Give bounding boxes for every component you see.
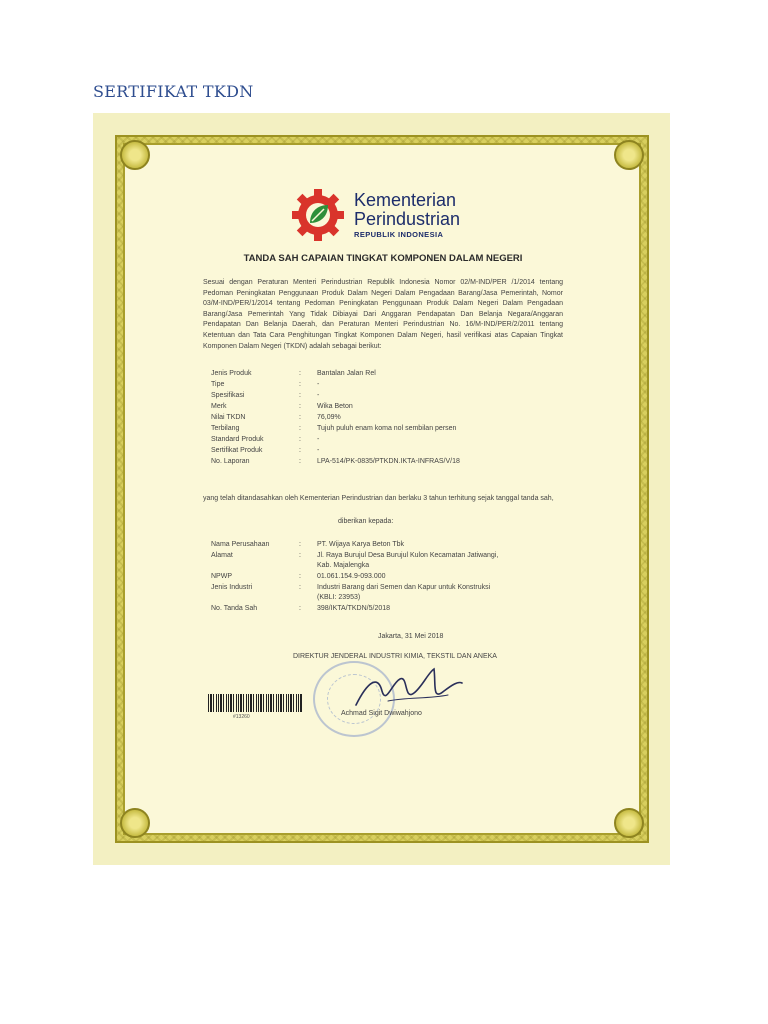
page-heading: SERTIFIKAT TKDN — [93, 82, 254, 101]
detail-label: No. Laporan — [211, 458, 250, 465]
place-date: Jakarta, 31 Mei 2018 — [378, 633, 444, 640]
separator: : — [299, 447, 301, 454]
ministry-logo — [288, 185, 548, 245]
detail-row — [211, 414, 561, 425]
intro-paragraph: Sesuai dengan Peraturan Menteri Perindustrian Republik Indonesia Nomor 02/M-IND/PER /1/2014 tentang Pedoman Peningkatan Penggunaan Produk Dalam Negeri Dalam Pengadaan Barang/Jasa Pemerintah, Nomor 03/M-IND/PER/1/2014 tentang Pedoman Peningkatan Penggunaan Produk Dalam Negeri Dalam Pengadaan Barang/Jasa Pemerintah Yang Tidak Dibiayai Dari Anggaran Pendapatan Dan Belanja Negara/Anggaran Pendapatan Dan Belanja Daerah, dan Peraturan Menteri Perindustrian No. 16/M-IND/PER/2/2011 tentang Ketentuan dan Tata Cara Penghitungan Tingkat Komponen Dalam Negeri, hasil verifikasi atas Capaian Tingkat Komponen Dalam Negeri (TKDN) adalah sebagai berikut: — [203, 279, 563, 350]
corner-ornament — [120, 808, 150, 838]
closing-paragraph: yang telah ditandasahkan oleh Kementerian Perindustrian dan berlaku 3 tahun terhitung sejak tanggal tanda sah, — [203, 495, 554, 502]
detail-label: Tipe — [211, 381, 225, 388]
corner-ornament — [120, 140, 150, 170]
detail-value: - — [317, 447, 320, 454]
detail-label: Nama Perusahaan — [211, 541, 270, 548]
detail-value: Wika Beton — [317, 403, 353, 410]
detail-row — [211, 541, 561, 552]
signature — [348, 661, 468, 717]
separator: : — [299, 552, 301, 559]
separator: : — [299, 584, 301, 591]
detail-value: 76,09% — [317, 414, 341, 421]
separator: : — [299, 458, 301, 465]
detail-row — [211, 425, 561, 436]
separator: : — [299, 436, 301, 443]
ministry-subtitle: REPUBLIK INDONESIA — [354, 230, 444, 239]
ministry-name-line1: Kementerian — [354, 190, 457, 210]
detail-label: Sertifikat Produk — [211, 447, 263, 454]
detail-value: Tujuh puluh enam koma nol sembilan persen — [317, 425, 457, 432]
detail-value: Industri Barang dari Semen dan Kapur untuk Konstruksi — [317, 584, 491, 591]
detail-value-continued: (KBLI: 23953) — [317, 594, 361, 601]
product-details — [211, 370, 561, 469]
signer-name: Achmad Sigit Dwiwahjono — [341, 710, 422, 717]
signer-title: DIREKTUR JENDERAL INDUSTRI KIMIA, TEKSTIL DAN ANEKA — [293, 653, 497, 660]
separator: : — [299, 573, 301, 580]
detail-row — [211, 605, 561, 616]
detail-label: Nilai TKDN — [211, 414, 246, 421]
separator: : — [299, 541, 301, 548]
separator: : — [299, 381, 301, 388]
detail-value: Bantalan Jalan Rel — [317, 370, 376, 377]
detail-label: Jenis Produk — [211, 370, 252, 377]
detail-value: LPA-514/PK-0835/PTKDN.IKTA-INFRAS/V/18 — [317, 458, 460, 465]
separator: : — [299, 414, 301, 421]
detail-row — [211, 392, 561, 403]
corner-ornament — [614, 808, 644, 838]
barcode-number: #13260 — [233, 714, 250, 720]
separator: : — [299, 425, 301, 432]
certificate-scan — [93, 113, 670, 865]
company-details — [211, 541, 561, 616]
detail-value: Jl. Raya Burujul Desa Burujul Kulon Kecamatan Jatiwangi, — [317, 552, 499, 559]
detail-row — [211, 447, 561, 458]
detail-label: Terbilang — [211, 425, 240, 432]
detail-value: - — [317, 392, 320, 399]
detail-row — [211, 573, 561, 584]
detail-row — [211, 370, 561, 381]
separator: : — [299, 392, 301, 399]
detail-value: - — [317, 381, 320, 388]
separator: : — [299, 370, 301, 377]
detail-value: 01.061.154.9-093.000 — [317, 573, 386, 580]
certificate-title: TANDA SAH CAPAIAN TINGKAT KOMPONEN DALAM NEGERI — [243, 253, 523, 264]
detail-row — [211, 458, 561, 469]
detail-label: NPWP — [211, 573, 232, 580]
certificate-panel — [123, 143, 641, 835]
detail-value: PT. Wijaya Karya Beton Tbk — [317, 541, 405, 548]
detail-row — [211, 381, 561, 392]
detail-value-continued: Kab. Majalengka — [317, 562, 370, 569]
barcode — [208, 694, 302, 712]
detail-label: Alamat — [211, 552, 233, 559]
detail-row — [211, 436, 561, 447]
separator: : — [299, 403, 301, 410]
detail-value: - — [317, 436, 320, 443]
detail-value: 398/IKTA/TKDN/5/2018 — [317, 605, 391, 612]
detail-label: Standard Produk — [211, 436, 264, 443]
detail-label: Spesifikasi — [211, 392, 245, 399]
detail-label: Merk — [211, 403, 227, 410]
separator: : — [299, 605, 301, 612]
detail-row — [211, 584, 561, 605]
corner-ornament — [614, 140, 644, 170]
detail-label: No. Tanda Sah — [211, 605, 258, 612]
gear-leaf-icon — [288, 185, 348, 245]
given-to-label: diberikan kepada: — [338, 518, 394, 525]
detail-label: Jenis Industri — [211, 584, 253, 591]
ministry-name-line2: Perindustrian — [354, 209, 461, 229]
detail-row — [211, 403, 561, 414]
detail-row — [211, 552, 561, 573]
